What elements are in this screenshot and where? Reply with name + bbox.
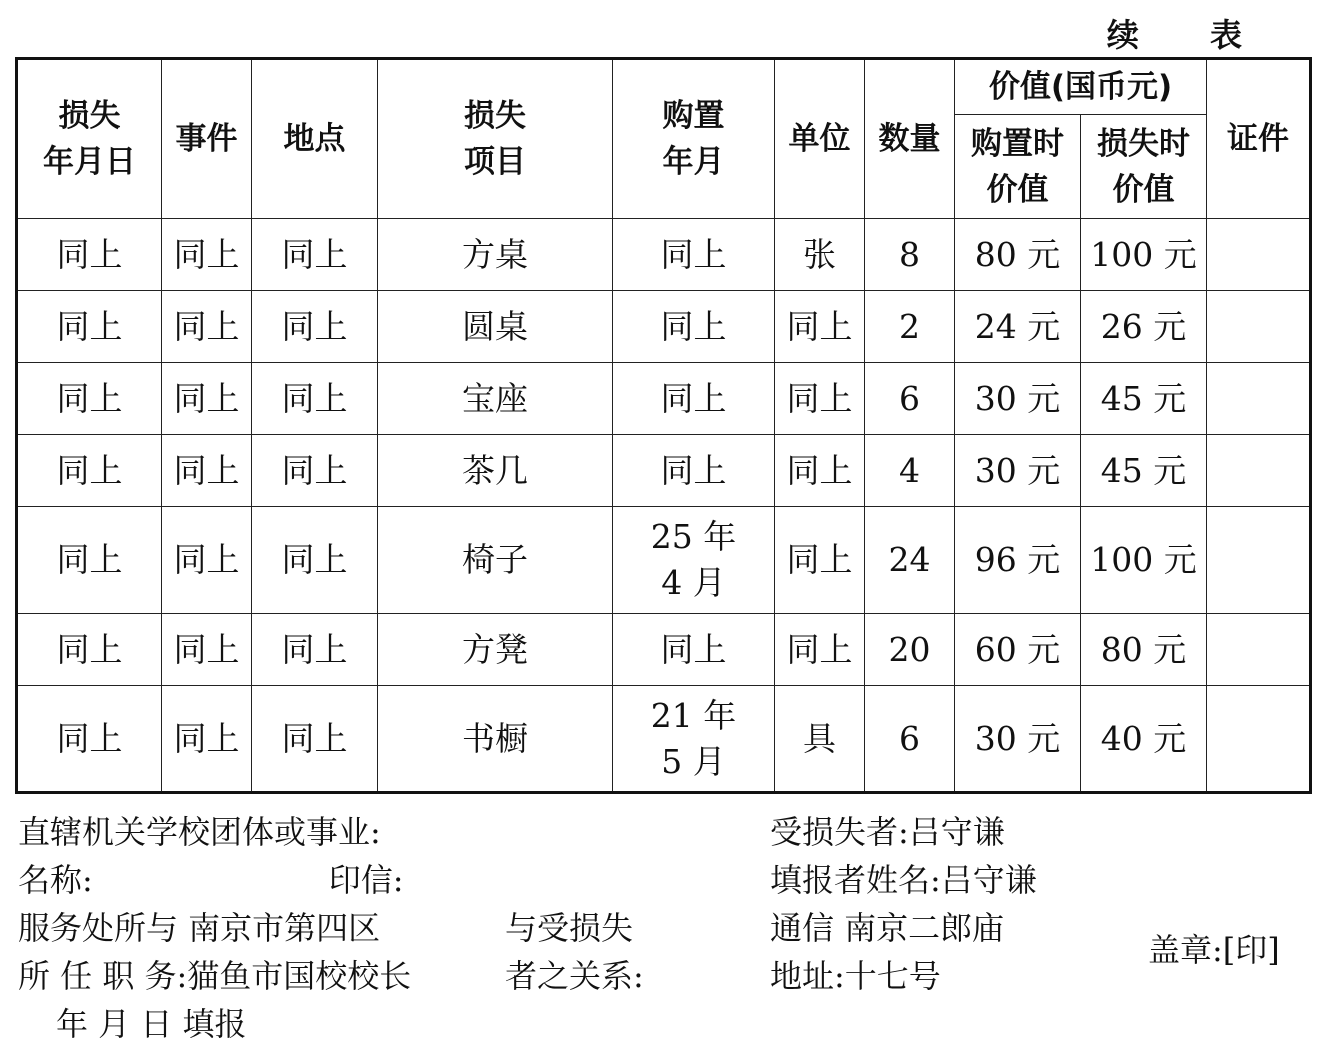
footer-position: 所 任 职 务:猫鱼市国校校长 [18,957,412,995]
cell-event: 同上 [162,435,252,507]
cell-loss-date: 同上 [17,219,162,291]
cell-certificate [1207,291,1311,363]
cell-loss-date: 同上 [17,507,162,614]
cell-purchase-value: 96 元 [955,507,1081,614]
cell-event: 同上 [162,291,252,363]
footer-name-line [18,856,411,904]
cell-certificate [1207,614,1311,686]
cell-certificate [1207,686,1311,793]
cell-unit: 具 [775,686,865,793]
cell-certificate [1207,363,1311,435]
cell-unit: 同上 [775,435,865,507]
cell-purchase-date: 同上 [613,291,775,363]
footer-seal-label: 印信: [328,861,404,899]
cell-purchase-date: 同上 [613,435,775,507]
cell-purchase-date: 25 年 4 月 [613,507,775,614]
cell-certificate [1207,435,1311,507]
cell-purchase-value: 30 元 [955,686,1081,793]
footer-name-label: 名称: [18,861,93,899]
cell-purchase-date: 同上 [613,614,775,686]
footer-address-line2: 地址:十七号 [770,957,941,995]
header-purchase-value: 购置时 价值 [955,115,1081,219]
cell-event: 同上 [162,686,252,793]
table-row [17,219,1311,291]
header-event: 事件 [162,59,252,219]
header-quantity: 数量 [865,59,955,219]
cell-quantity: 2 [865,291,955,363]
cell-place: 同上 [252,686,378,793]
cell-place: 同上 [252,291,378,363]
footer-filer: 填报者姓名:吕守谦 [770,861,1037,899]
cell-place: 同上 [252,219,378,291]
header-value-group: 价值(国币元) [955,59,1207,115]
cell-loss-date: 同上 [17,363,162,435]
header-loss-item: 损失 项目 [378,59,613,219]
cell-purchase-date: 同上 [613,219,775,291]
cell-event: 同上 [162,363,252,435]
cell-purchase-value: 24 元 [955,291,1081,363]
cell-item: 椅子 [378,507,613,614]
cell-loss-value: 100 元 [1081,219,1207,291]
footer-left-block [18,808,411,1048]
header-purchase-date: 购置 年月 [613,59,775,219]
cell-purchase-value: 30 元 [955,363,1081,435]
cell-unit: 同上 [775,507,865,614]
cell-loss-date: 同上 [17,291,162,363]
header-unit: 单位 [775,59,865,219]
cell-item: 圆桌 [378,291,613,363]
footer-address-line1: 通信 南京二郎庙 [770,909,1005,947]
cell-loss-date: 同上 [17,435,162,507]
cell-loss-value: 26 元 [1081,291,1207,363]
cell-certificate [1207,219,1311,291]
footer-date-filed: 年 月 日 填报 [56,1005,247,1043]
cell-purchase-date: 21 年 5 月 [613,686,775,793]
cell-quantity: 6 [865,363,955,435]
cell-loss-value: 45 元 [1081,435,1207,507]
cell-place: 同上 [252,435,378,507]
footer-right-block [770,808,1037,1000]
cell-unit: 同上 [775,614,865,686]
cell-item: 方凳 [378,614,613,686]
cell-loss-date: 同上 [17,686,162,793]
cell-event: 同上 [162,219,252,291]
cell-unit: 同上 [775,363,865,435]
cell-event: 同上 [162,614,252,686]
cell-place: 同上 [252,614,378,686]
cell-quantity: 6 [865,686,955,793]
cell-quantity: 4 [865,435,955,507]
cell-item: 书橱 [378,686,613,793]
cell-loss-date: 同上 [17,614,162,686]
header-loss-date: 损失 年月日 [17,59,162,219]
footer-workplace: 服务处所与 南京市第四区 [18,909,381,947]
cell-loss-value: 100 元 [1081,507,1207,614]
footer-stamp: 盖章:[印] [1148,931,1280,969]
cell-quantity: 24 [865,507,955,614]
cell-quantity: 20 [865,614,955,686]
table-body [17,219,1311,793]
cell-loss-value: 40 元 [1081,686,1207,793]
cell-quantity: 8 [865,219,955,291]
cell-item: 茶几 [378,435,613,507]
table-row [17,291,1311,363]
loss-report-table [15,57,1312,794]
header-loss-value: 损失时 价值 [1081,115,1207,219]
table-row [17,435,1311,507]
cell-place: 同上 [252,507,378,614]
continuation-label: 续 表 [1106,16,1272,54]
cell-item: 宝座 [378,363,613,435]
cell-event: 同上 [162,507,252,614]
footer-org-label: 直辖机关学校团体或事业: [18,813,381,851]
cell-purchase-value: 80 元 [955,219,1081,291]
table-row [17,363,1311,435]
cell-purchase-value: 60 元 [955,614,1081,686]
table-row [17,686,1311,793]
footer-victim: 受损失者:吕守谦 [770,813,1005,851]
cell-unit: 张 [775,219,865,291]
cell-purchase-value: 30 元 [955,435,1081,507]
header-place: 地点 [252,59,378,219]
table-row [17,614,1311,686]
footer-relation-block [505,904,644,1000]
cell-loss-value: 80 元 [1081,614,1207,686]
cell-place: 同上 [252,363,378,435]
cell-certificate [1207,507,1311,614]
table-row [17,507,1311,614]
footer-relation-line1: 与受损失 [505,909,634,947]
cell-loss-value: 45 元 [1081,363,1207,435]
footer-relation-line2: 者之关系: [505,957,644,995]
header-certificate: 证件 [1207,59,1311,219]
cell-unit: 同上 [775,291,865,363]
cell-item: 方桌 [378,219,613,291]
cell-purchase-date: 同上 [613,363,775,435]
